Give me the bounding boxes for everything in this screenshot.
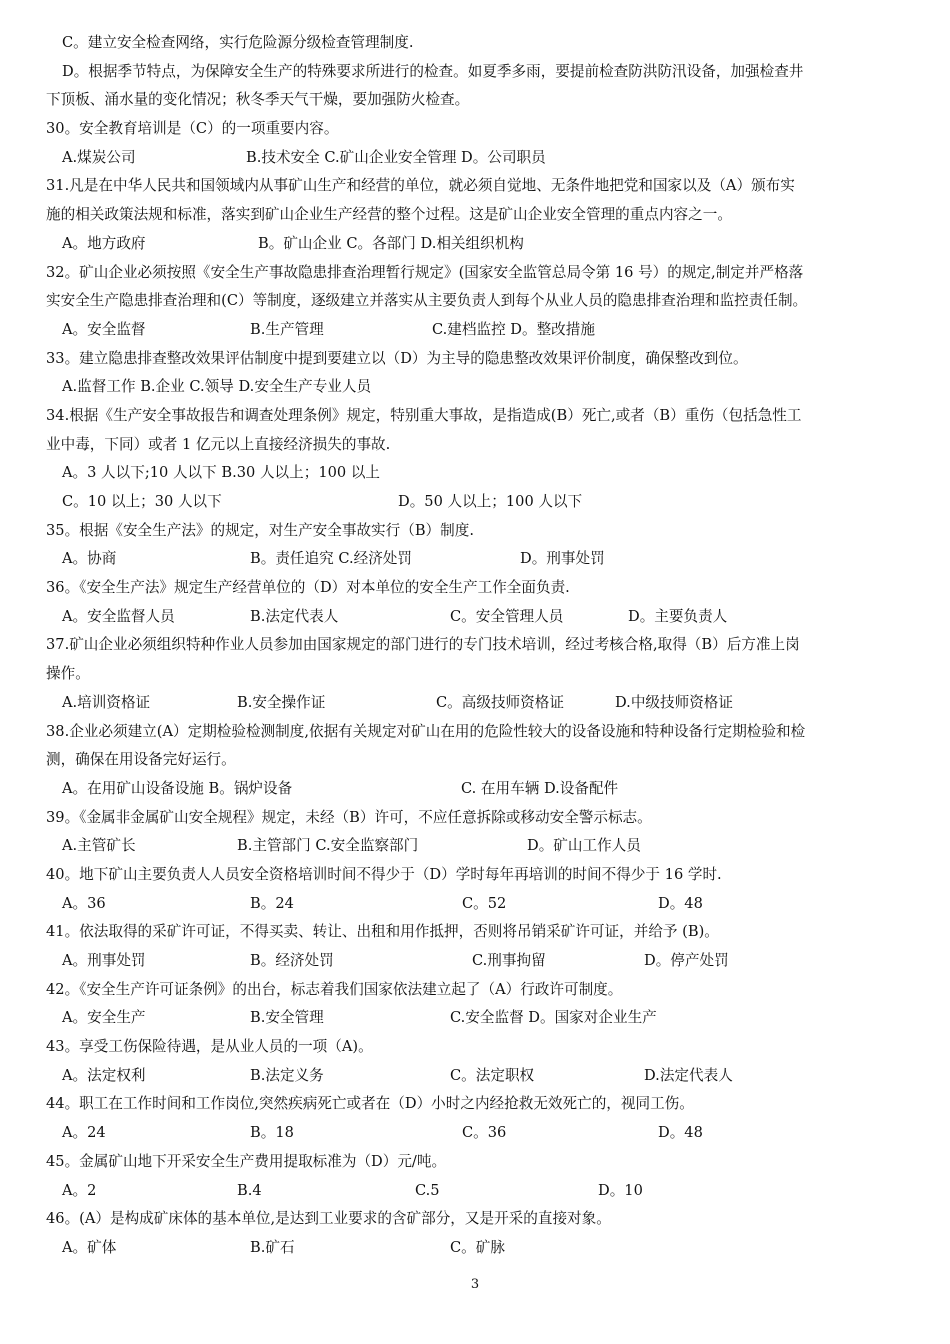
answer-option: B.安全管理 — [250, 1009, 324, 1027]
answer-option: A。法定权利 — [62, 1066, 146, 1084]
answer-option: C. 在用车辆 D.设备配件 — [461, 779, 619, 797]
options-row — [46, 373, 908, 402]
answer-option: D。矿山工作人员 — [527, 837, 641, 855]
answer-option: A。协商 — [62, 550, 117, 568]
answer-option: A.煤炭公司 — [62, 148, 136, 166]
answer-option: B.法定代表人 — [250, 607, 339, 625]
answer-option: C。高级技师资格证 — [436, 693, 564, 711]
answer-option: A。矿体 — [62, 1238, 117, 1256]
text-line: 业中毒，下同）或者 1 亿元以上直接经济损失的事故. — [46, 435, 391, 453]
options-row — [46, 689, 908, 718]
answer-option: B.主管部门 C.安全监察部门 — [237, 837, 419, 855]
answer-option: A。刑事处罚 — [62, 952, 146, 969]
answer-option: D.法定代表人 — [644, 1066, 733, 1084]
text-line: 45。金属矿山地下开采安全生产费用提取标准为（D）元/吨。 — [46, 1152, 447, 1170]
answer-option: C.建档监控 D。整改措施 — [432, 320, 595, 338]
answer-option: A。36 — [62, 894, 106, 912]
answer-option: B.生产管理 — [250, 320, 324, 338]
options-row — [46, 1062, 908, 1091]
options-row — [46, 603, 908, 632]
answer-option: B。责任追究 C.经济处罚 — [250, 550, 412, 568]
text-line: 33。建立隐患排查整改效果评估制度中提到要建立以（D）为主导的隐患整改效果评价制度，确保整改到位。 — [46, 349, 748, 367]
answer-option: A。3 人以下;10 人以下 B.30 人以上；100 以上 — [62, 464, 381, 482]
answer-option: C。52 — [462, 894, 507, 912]
answer-option: D。48 — [658, 1124, 703, 1142]
answer-option: D。停产处罚 — [644, 952, 729, 969]
text-line: 实安全生产隐患排查治理和(C）等制度，逐级建立并落实从主要负责人到每个从业人员的隐患排查治理和监控责任制。 — [46, 292, 808, 310]
answer-option: C。36 — [462, 1124, 507, 1142]
answer-option: A。安全监督 — [62, 320, 146, 338]
options-row — [46, 1119, 908, 1148]
options-row — [46, 316, 908, 345]
text-line: 42。《安全生产许可证条例》的出台，标志着我们国家依法建立起了（A）行政许可制度。 — [46, 980, 623, 998]
answer-option: D.中级技师资格证 — [615, 693, 733, 711]
answer-option: C。矿脉 — [450, 1238, 505, 1256]
options-row — [46, 832, 908, 861]
answer-option: C。法定职权 — [450, 1066, 535, 1084]
answer-option: B。24 — [250, 894, 294, 912]
answer-option: A。在用矿山设备设施 B。锅炉设备 — [62, 779, 293, 797]
options-row — [46, 488, 908, 517]
answer-option: A.主管矿长 — [62, 837, 136, 855]
answer-option: C.5 — [415, 1181, 440, 1199]
answer-option: D。50 人以上；100 人以下 — [398, 493, 583, 510]
options-row — [46, 144, 908, 173]
answer-option: C。10 以上；30 人以下 — [62, 493, 222, 510]
answer-option: B。18 — [250, 1124, 294, 1142]
answer-option: D。刑事处罚 — [520, 550, 605, 568]
question-list — [46, 29, 908, 1263]
answer-option: B.法定义务 — [250, 1066, 324, 1084]
answer-option: B.安全操作证 — [237, 693, 326, 711]
options-row — [46, 1177, 908, 1206]
answer-option: D。主要负责人 — [628, 607, 728, 625]
answer-option: A.培训资格证 — [62, 693, 151, 711]
text-line: 30。安全教育培训是（C）的一项重要内容。 — [46, 120, 339, 138]
answer-option: B.技术安全 C.矿山企业安全管理 D。公司职员 — [246, 148, 546, 166]
text-line: 32。矿山企业必须按照《安全生产事故隐患排查治理暂行规定》(国家安全监管总局令第 16 号）的规定,制定并严格落 — [46, 263, 804, 281]
answer-option: C.安全监督 D。国家对企业生产 — [450, 1009, 657, 1027]
options-row — [46, 1234, 908, 1263]
options-row — [46, 459, 908, 488]
answer-option: D。10 — [598, 1181, 643, 1199]
text-line: 46。(A）是构成矿床体的基本单位,是达到工业要求的含矿部分，又是开采的直接对象。 — [46, 1210, 611, 1228]
options-row — [46, 775, 908, 804]
answer-option: A.监督工作 B.企业 C.领导 D.安全生产专业人员 — [62, 378, 372, 396]
answer-option: B。矿山企业 C。各部门 D.相关组织机构 — [258, 234, 524, 252]
text-line: 38.企业必须建立(A）定期检验检测制度,依据有关规定对矿山在用的危险性较大的设备设施和特种设备行定期检验和检 — [46, 722, 806, 740]
options-row — [46, 545, 908, 574]
answer-option: D。48 — [658, 894, 703, 912]
page-number: 3 — [470, 1277, 480, 1292]
answer-option: A。安全监督人员 — [62, 607, 175, 625]
text-line: 下顶板、涌水量的变化情况；秋冬季天气干燥，要加强防火检查。 — [46, 91, 470, 109]
text-line: 43。享受工伤保险待遇，是从业人员的一项（A)。 — [46, 1038, 373, 1056]
text-line: 40。地下矿山主要负责人人员安全资格培训时间不得少于（D）学时每年再培训的时间不得少于 16 学时. — [46, 865, 722, 883]
answer-option: C。安全管理人员 — [450, 607, 564, 625]
answer-option: B.矿石 — [250, 1238, 295, 1256]
text-line: 操作。 — [46, 665, 90, 683]
text-line: D。根据季节特点，为保障安全生产的特殊要求所进行的检查。如夏季多雨，要提前检查防洪防汛设备，加强检查井 — [62, 62, 804, 80]
options-row — [46, 947, 908, 976]
text-line: 35。根据《安全生产法》的规定，对生产安全事故实行（B）制度. — [46, 521, 474, 539]
options-row — [46, 230, 908, 259]
text-line: C。建立安全检查网络，实行危险源分级检查管理制度. — [62, 34, 414, 51]
text-line: 44。职工在工作时间和工作岗位,突然疾病死亡或者在（D）小时之内经抢救无效死亡的，视同工伤。 — [46, 1095, 694, 1113]
text-line: 37.矿山企业必须组织特种作业人员参加由国家规定的部门进行的专门技术培训，经过考核合格,取得（B）后方准上岗 — [46, 636, 800, 654]
options-row — [46, 890, 908, 919]
answer-option: A。2 — [62, 1181, 97, 1199]
answer-option: A。地方政府 — [62, 234, 146, 252]
text-line: 34.根据《生产安全事故报告和调查处理条例》规定，特别重大事故，是指造成(B）死亡,或者（B）重伤（包括急性工 — [46, 406, 802, 424]
answer-option: B.4 — [237, 1181, 262, 1199]
answer-option: C.刑事拘留 — [472, 952, 546, 969]
options-row — [46, 1004, 908, 1033]
text-line: 31.凡是在中华人民共和国领域内从事矿山生产和经营的单位，就必须自觉地、无条件地把党和国家以及（A）颁布实 — [46, 177, 795, 195]
answer-option: A。24 — [62, 1124, 106, 1142]
text-line: 39。《金属非金属矿山安全规程》规定，未经（B）许可，不应任意拆除或移动安全警示标志。 — [46, 808, 652, 826]
answer-option: A。安全生产 — [62, 1009, 146, 1027]
text-line: 测，确保在用设备完好运行。 — [46, 751, 236, 769]
text-line: 41。依法取得的采矿许可证，不得买卖、转让、出租和用作抵押，否则将吊销采矿许可证，并给予 (B)。 — [46, 923, 719, 941]
text-line: 36。《安全生产法》规定生产经营单位的（D）对本单位的安全生产工作全面负责. — [46, 579, 570, 597]
answer-option: B。经济处罚 — [250, 952, 334, 969]
text-line: 施的相关政策法规和标准，落实到矿山企业生产经营的整个过程。这是矿山企业安全管理的重点内容之一。 — [46, 206, 732, 224]
